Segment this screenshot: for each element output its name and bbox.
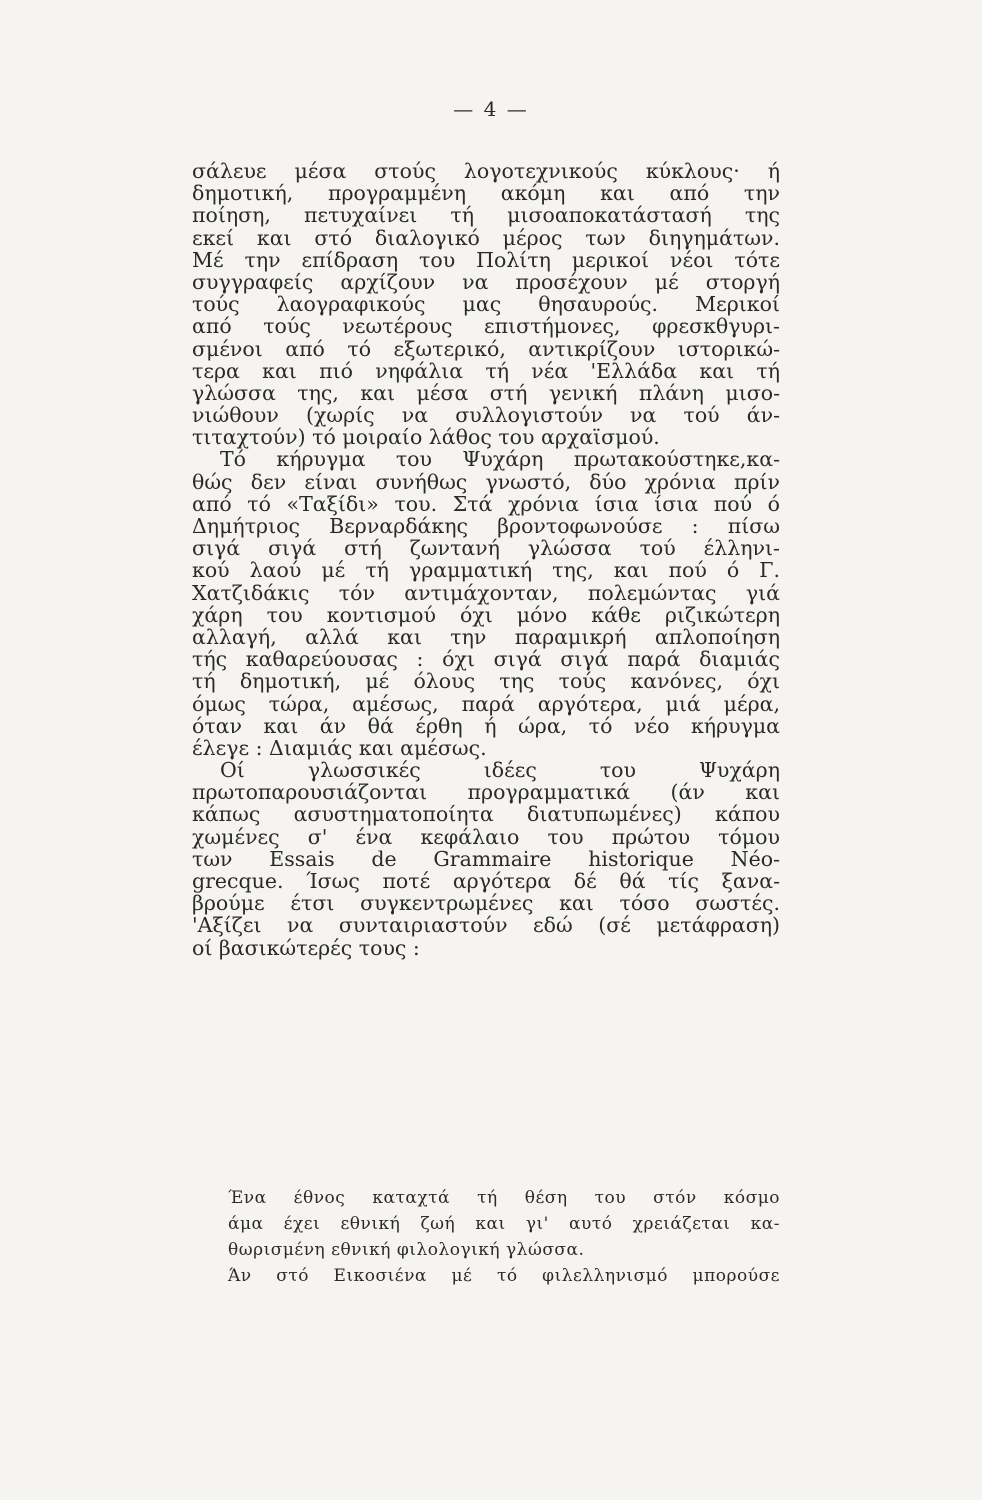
text-line: από τό «Ταξίδι» του. Στά χρόνια ίσια ίσια πού ό — [192, 491, 780, 516]
text-line: Δημήτριος Βερναρδάκης βροντοφωνούσε : πίσω — [192, 514, 780, 538]
text-line: πρωτοπαρουσιάζονται προγραμματικά (άν και — [192, 780, 780, 805]
quote-line: θωρισμένη εθνική φιλολογική γλώσσα. — [228, 1240, 585, 1260]
text-line: τούς λαογραφικούς μας θησαυρούς. Μερικοί — [192, 292, 780, 317]
text-line: συγγραφείς αρχίζουν να προσέχουν μέ στοργή — [192, 269, 780, 294]
text-line: κάπως ασυστηματοποίητα διατυπωμένες) κάπου — [192, 802, 780, 827]
text-line: οί βασικώτερές τους : — [192, 935, 420, 960]
text-line: Τό κήρυγμα του Ψυχάρη πρωτακούστηκε,κα- — [220, 447, 780, 472]
text-line: θώς δεν είναι συνήθως γνωστό, δύο χρόνια πρίν — [192, 469, 780, 494]
text-line: Χατζιδάκις τόν αντιμάχονταν, πολεμώντας γιά — [192, 580, 780, 605]
block-quote — [228, 1185, 780, 1289]
text-line: τιταχτούν) τό μοιραίο λάθος του αρχαϊσμού. — [192, 425, 660, 450]
text-line: αλλαγή, αλλά και την παραμικρή απλοποίηση — [192, 624, 780, 649]
text-line: των Essais de Grammaire historique Néo- — [192, 846, 780, 871]
text-line: σάλευε μέσα στούς λογοτεχνικούς κύκλους· ή — [192, 159, 780, 183]
quote-line: Άν στό Εικοσιένα μέ τό φιλελληνισμό μπορούσε — [228, 1266, 780, 1286]
text-line: όταν και άν θά έρθη ή ώρα, τό νέο κήρυγμα — [192, 713, 780, 738]
text-line: έλεγε : Διαμιάς και αμέσως. — [192, 735, 487, 760]
text-line: όμως τώρα, αμέσως, παρά αργότερα, μιά μέρα, — [192, 691, 780, 716]
text-line: χωμένες σ' ένα κεφάλαιο του πρώτου τόμου — [192, 824, 780, 849]
page-number: — 4 — — [453, 97, 529, 121]
text-line: 'Αξίζει να συνταιριαστούν εδώ (σέ μετάφραση) — [192, 913, 780, 938]
text-line: δημοτική, προγραμμένη ακόμη και από την — [192, 181, 780, 206]
text-line: τή δημοτική, μέ όλους της τούς κανόνες, όχι — [192, 669, 780, 694]
text-line: τής καθαρεύουσας : όχι σιγά σιγά παρά διαμιάς — [192, 647, 780, 672]
text-line: σμένοι από τό εξωτερικό, αντικρίζουν ιστορικώ- — [192, 336, 780, 361]
text-line: τερα και πιό νηφάλια τή νέα 'Ελλάδα και τή — [192, 358, 780, 383]
text-line: από τούς νεωτέρους επιστήμονες, φρεσκθγυρι- — [192, 314, 780, 339]
text-line: βρούμε έτσι συγκεντρωμένες και τόσο σωστές. — [192, 891, 780, 916]
quote-line: Ένα έθνος καταχτά τή θέση του στόν κόσμο — [228, 1188, 780, 1208]
text-line: χάρη του κοντισμού όχι μόνο κάθε ριζικώτερη — [192, 602, 780, 627]
text-line: Οί γλωσσικές ιδέες του Ψυχάρη — [220, 758, 780, 783]
text-line: ποίηση, πετυχαίνει τή μισοαποκατάστασή της — [192, 203, 780, 228]
text-line: γλώσσα της, και μέσα στή γενική πλάνη μισο- — [192, 380, 780, 405]
quote-line: άμα έχει εθνική ζωή και γι' αυτό χρειάζεται κα- — [228, 1214, 780, 1234]
text-line: grecque. Ίσως ποτέ αργότερα δέ θά τίς ξανα- — [192, 869, 780, 893]
text-line: Μέ την επίδραση του Πολίτη μερικοί νέοι τότε — [192, 247, 780, 272]
text-line: εκεί και στό διαλογικό μέρος των διηγημάτων. — [192, 225, 780, 250]
text-line: σιγά σιγά στή ζωντανή γλώσσα τού έλληνι- — [192, 536, 780, 561]
text-line: νιώθουν (χωρίς να συλλογιστούν να τού άν- — [192, 403, 780, 428]
text-line: κού λαού μέ τή γραμματική της, και πού ό Γ. — [192, 558, 780, 583]
body-text — [192, 160, 780, 959]
